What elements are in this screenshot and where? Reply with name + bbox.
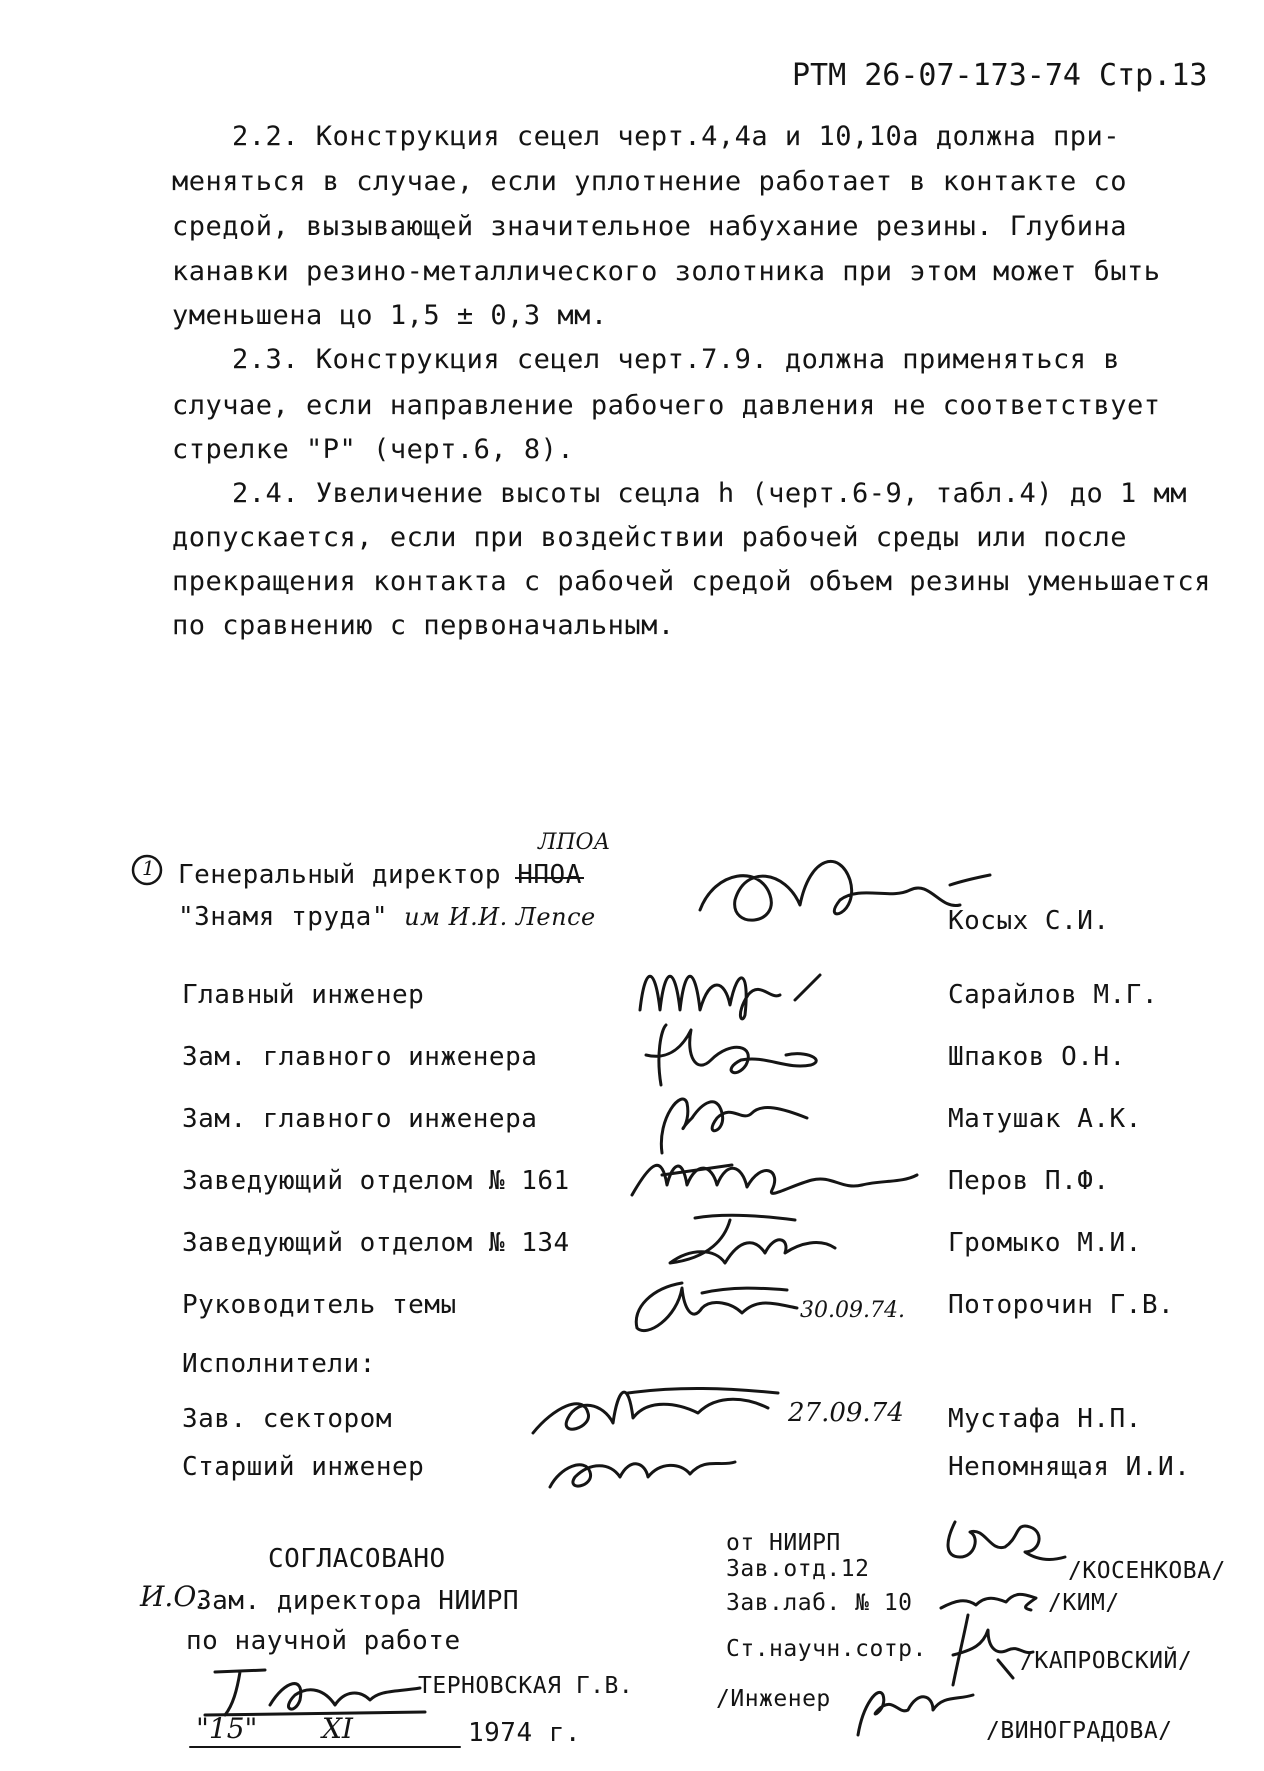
position-2: Зам. главного инженера [182,1042,538,1072]
position-1: Главный инженер [182,980,425,1010]
approval-date-year: 1974 г. [468,1718,582,1748]
position-4: Заведующий отделом № 161 [182,1166,570,1196]
niirp-name-3: /КАПРОВСКИЙ/ [1020,1648,1193,1674]
position-9: Старший инженер [182,1452,425,1482]
p23-line-2: случае, если направление рабочего давления не соответствует [172,390,1161,421]
p24-line-4: по сравнению с первоначальным. [172,610,675,641]
name-4: Перов П.Ф. [948,1166,1110,1196]
name-8: Мустафа Н.П. [948,1404,1142,1434]
p24-line-1: 2.4. Увеличение высоты сецла h (черт.6-9, табл.4) до 1 мм [232,478,1188,509]
p23-line-3: стрелке "Р" (черт.6, 8). [172,434,575,465]
p22-line-3: средой, вызывающей значительное набухание резины. Глубина [172,211,1128,242]
position-6: Руководитель темы [182,1290,457,1320]
gd-org-handwritten: им И.И. Лепсе [404,903,596,931]
circle-mark-number: 1 [142,856,155,880]
signature-dept-161 [622,1145,922,1205]
approval-name: ТЕРНОВСКАЯ Г.В. [418,1673,634,1699]
signature-kosenkova [930,1512,1070,1572]
signature-topic-lead [622,1268,812,1343]
signature-vinogradova [838,1665,988,1745]
approval-date-day: "15" [196,1712,258,1745]
p22-line-2: меняться в случае, если уплотнение работает в контакте со [172,166,1128,197]
niirp-position-2: Зав.лаб. № 10 [726,1590,913,1616]
position-8: Зав. сектором [182,1404,392,1434]
approval-hand-prefix: И.О. [140,1580,206,1613]
date-sector-head: 27.09.74 [788,1398,904,1428]
position-5: Заведующий отделом № 134 [182,1228,570,1258]
name-6: Поторочин Г.В. [948,1290,1175,1320]
niirp-name-1: /КОСЕНКОВА/ [1068,1558,1226,1584]
page-header: РТМ 26-07-173-74 Стр.13 [792,58,1208,93]
date-topic-lead: 30.09.74. [800,1298,905,1323]
name-1: Сарайлов М.Г. [948,980,1158,1010]
signature-gd [690,845,990,950]
signature-kim [936,1570,1056,1615]
gd-name: Косых С.И. [948,906,1110,936]
niirp-position-3: Ст.научн.сотр. [726,1636,927,1662]
signature-dept-134 [655,1208,855,1273]
signature-senior-engineer [530,1432,750,1497]
name-9: Непомнящая И.И. [948,1452,1191,1482]
approval-line-1: Зам. директора НИИРП [196,1586,520,1616]
approval-date-underline [190,1744,460,1750]
p22-line-5: уменьшена цо 1,5 ± 0,3 мм. [172,300,608,331]
gd-handwritten-correction: ЛПОА [538,830,611,855]
p22-line-4: канавки резино-металлического золотника при этом может быть [172,256,1161,287]
niirp-position-1: Зав.отд.12 [726,1556,870,1582]
p23-line-1: 2.3. Конструкция сецел черт.7.9. должна применяться в [232,344,1121,375]
approval-line-2: по научной работе [186,1626,461,1656]
position-3: Зам. главного инженера [182,1104,538,1134]
approval-title: СОГЛАСОВАНО [268,1544,446,1574]
niirp-name-4: /ВИНОГРАДОВА/ [986,1718,1173,1744]
position-7: Исполнители: [182,1349,376,1379]
niirp-from: от НИИРП [726,1530,841,1556]
name-3: Матушак А.К. [948,1104,1142,1134]
gd-position-line1 [178,860,582,890]
name-2: Шпаков О.Н. [948,1042,1126,1072]
signature-approval [195,1660,435,1720]
gd-struck-text: НПОА [517,860,582,890]
p22-line-1: 2.2. Конструкция сецел черт.4,4а и 10,10а должна при- [232,121,1121,152]
p24-line-3: прекращения контакта с рабочей средой объем резины уменьшается [172,566,1211,597]
niirp-name-2: /КИМ/ [1048,1590,1120,1616]
niirp-position-4: /Инженер [716,1686,831,1712]
approval-date-month: XI [322,1712,353,1745]
gd-position-line2 [178,902,596,932]
gd-org-typed: "Знамя труда" [178,902,388,932]
name-5: Громыко М.И. [948,1228,1142,1258]
gd-position-prefix: Генеральный директор [178,860,502,890]
p24-line-2: допускается, если при воздействии рабочей среды или после [172,522,1128,553]
